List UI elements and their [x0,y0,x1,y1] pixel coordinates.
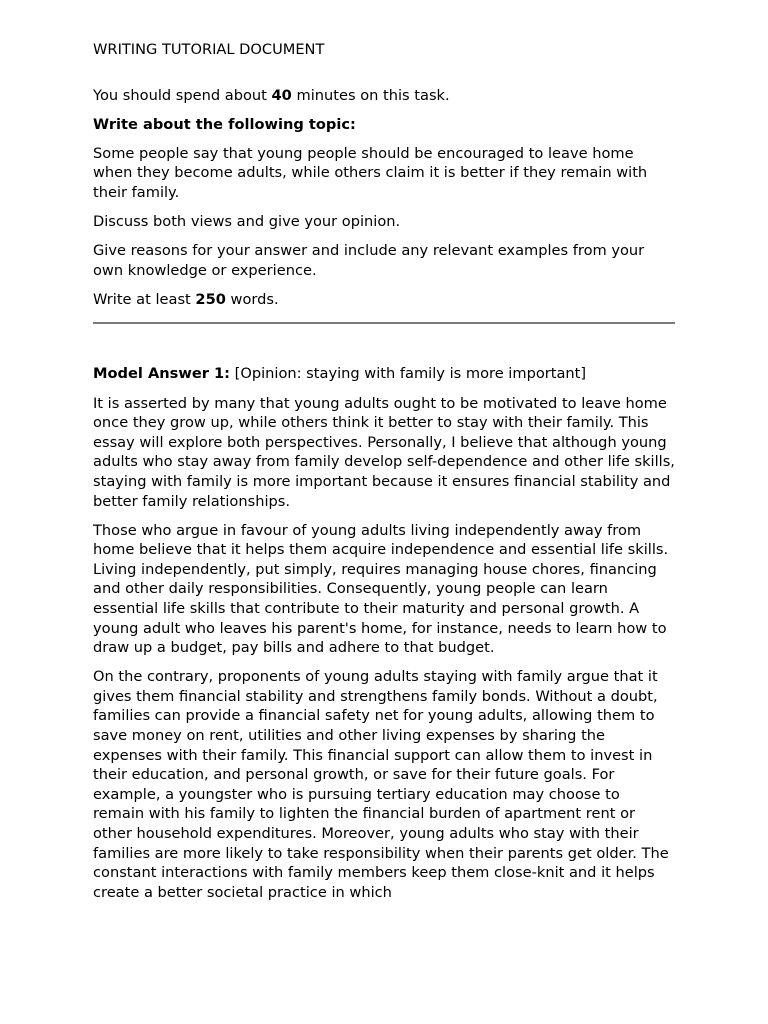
word-count-instruction [93,290,675,310]
time-suffix: minutes on this task. [291,86,450,104]
words-prefix: Write at least [93,290,196,308]
reasons-instruction: Give reasons for your answer and include any relevant examples from your own knowledge or experience. [93,242,645,279]
section-divider [93,322,675,324]
words-value: 250 [195,290,226,308]
discuss-instruction: Discuss both views and give your opinion. [93,213,401,231]
model-answer-label: Model Answer 1: [93,365,230,383]
answer-paragraph-independence: Those who argue in favour of young adults living independently away from home believe that it helps them acquire independence and essential life skills. Living independently, put simply, requires managing house chores, financing and other daily responsibilities. Consequently, young people can learn essential life skills that contribute to their maturity and personal growth. A young adult who leaves his parent's home, for instance, needs to learn how to draw up a budget, pay bills and adhere to that budget. [93,521,669,657]
model-answer-heading [93,364,675,384]
time-instruction [93,86,675,106]
words-suffix: words. [225,290,279,308]
topic-prompt: Some people say that young people should be encouraged to leave home when they become adults, while others claim it is better if they remain with their family. [93,144,648,201]
document-page [93,40,675,912]
time-prefix: You should spend about [93,86,272,104]
model-answer-note: [Opinion: staying with family is more important] [230,365,587,383]
answer-paragraph-intro: It is asserted by many that young adults ought to be motivated to leave home once they grow up, while others think it better to stay with their family. This essay will explore both perspectives. Personally, I believe that although young adults who stay away from family develop self-dependence and other life skills, staying with family is more important because it ensures financial stability and better family relationships. [93,394,675,510]
document-title: WRITING TUTORIAL DOCUMENT [93,41,325,58]
answer-paragraph-family: On the contrary, proponents of young adults staying with family argue that it gives them financial stability and strengthens family bonds. Without a doubt, families can provide a financial safety net for young adults, allowing them to save money on rent, utilities and other living expenses by sharing the expenses with their family. This financial support can allow them to invest in their education, and personal growth, or save for their future goals. For example, a youngster who is pursuing tertiary education may choose to remain with his family to lighten the financial burden of apartment rent or other household expenditures. Moreover, young adults who stay with their families are more likely to take responsibility when their parents get older. The constant interactions with family members keep them close-knit and it helps create a better societal practice in which [93,668,669,901]
time-value: 40 [271,86,292,104]
topic-heading: Write about the following topic: [93,115,356,133]
